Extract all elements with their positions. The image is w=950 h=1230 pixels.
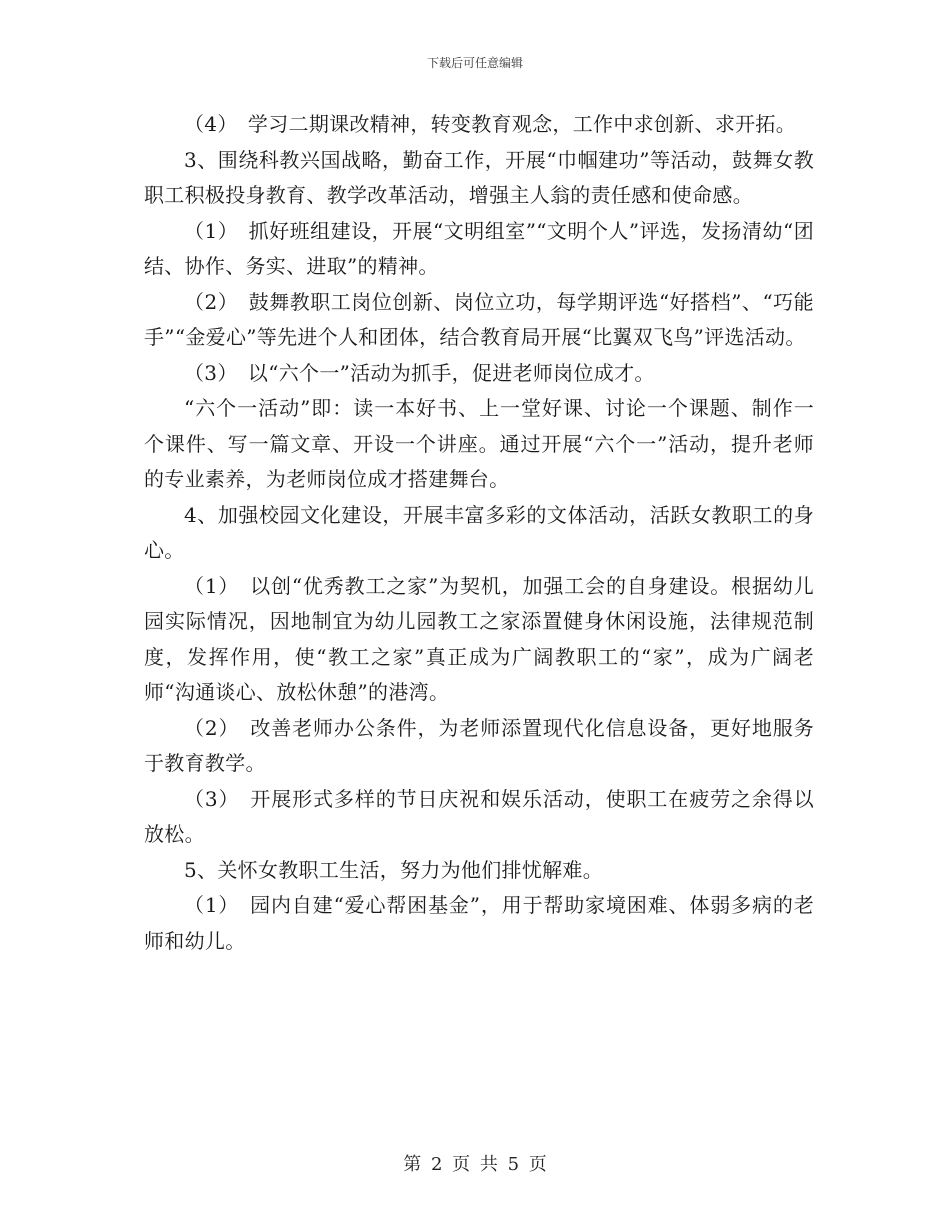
paragraph: （3） 开展形式多样的节日庆祝和娱乐活动，使职工在疲劳之余得以放松。	[144, 786, 814, 846]
paragraph: 5、关怀女教职工生活，努力为他们排忧解难。	[184, 857, 604, 882]
page-number: 第 2 页 共 5 页	[403, 1154, 547, 1175]
paragraph: “六个一活动”即：读一本好书、上一堂好课、讨论一个课题、制作一个课件、写一篇文章、开设一个讲座。通过开展“六个一”活动，提升老师的专业素养，为老师岗位成才搭建舞台。	[144, 396, 814, 491]
paragraph: （1） 园内自建“爱心帮困基金”，用于帮助家境困难、体弱多病的老师和幼儿。	[144, 893, 814, 953]
paragraph: 4、加强校园文化建设，开展丰富多彩的文体活动，活跃女教职工的身心。	[144, 502, 814, 562]
paragraph: （4） 学习二期课改精神，转变教育观念，工作中求创新、求开拓。	[184, 112, 797, 136]
paragraph: （2） 改善老师办公条件，为老师添置现代化信息设备，更好地服务于教育教学。	[144, 715, 814, 775]
paragraph: 3、围绕科教兴国战略，勤奋工作，开展“巾帼建功”等活动，鼓舞女教职工积极投身教育、教学改革活动，增强主人翁的责任感和使命感。	[144, 147, 814, 207]
document-body	[144, 107, 814, 959]
paragraph: （2） 鼓舞教职工岗位创新、岗位立功，每学期评选“好搭档”、“巧能手”“金爱心”等先进个人和团体，结合教育局开展“比翼双飞鸟”评选活动。	[144, 289, 814, 349]
page-header: 下载后可任意编辑	[426, 56, 523, 70]
paragraph: （3） 以“六个一”活动为抓手，促进老师岗位成才。	[184, 360, 655, 385]
paragraph: （1） 抓好班组建设，开展“文明组室”“文明个人”评选，发扬清幼“团结、协作、务实、进取”的精神。	[144, 218, 814, 278]
paragraph: （1） 以创“优秀教工之家”为契机，加强工会的自身建设。根据幼儿园实际情况，因地制宜为幼儿园教工之家添置健身休闲设施，法律规范制度，发挥作用，使“教工之家”真正成为广阔教职工的“家”，成为广阔老师“沟通谈心、放松休憩”的港湾。	[144, 573, 814, 704]
